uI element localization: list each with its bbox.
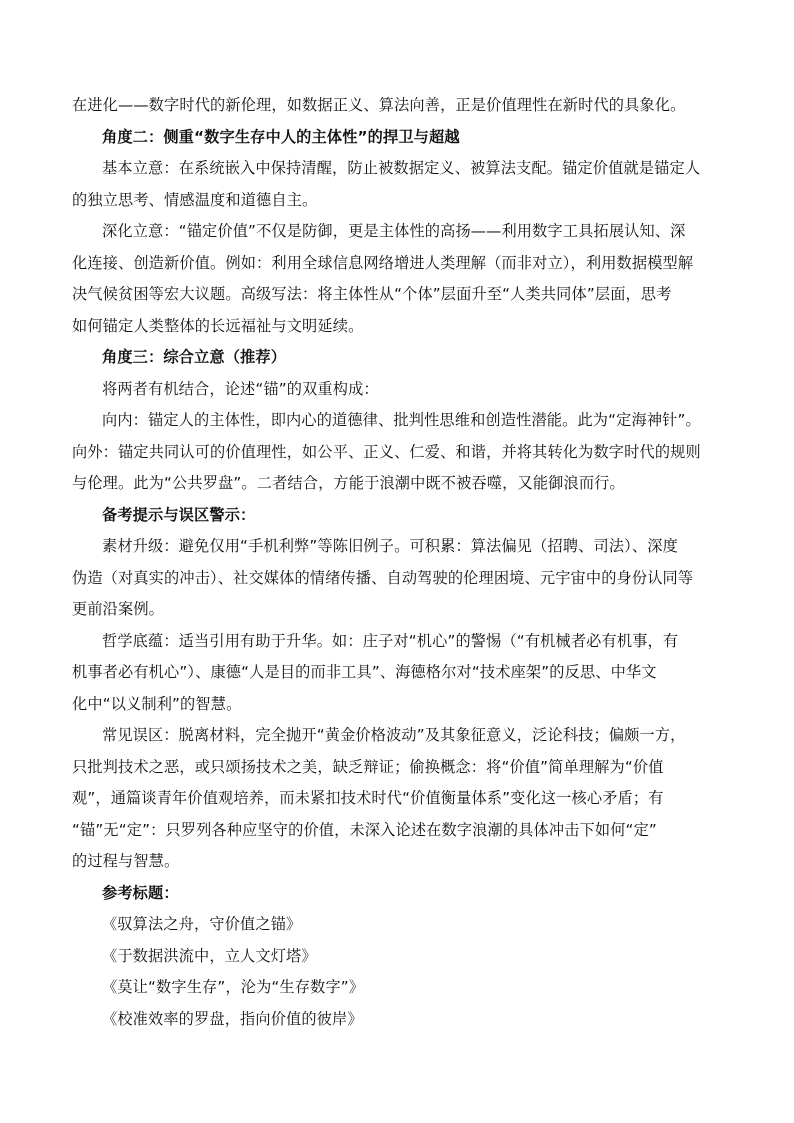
section-heading-angle-three: 角度三：综合立意（推荐） xyxy=(102,348,287,366)
text-line: 如何锚定人类整体的长远福祉与文明延续。 xyxy=(72,316,364,335)
text-line: 向外：锚定共同认可的价值理性，如公平、正义、仁爱、和谐，并将其转化为数字时代的规则 xyxy=(72,442,701,461)
text-line: 观”，通篇谈青年价值观培养，而未紧扣技术时代“价值衡量体系”变化这一核心矛盾；有 xyxy=(72,789,664,807)
text-line: 在进化——数字时代的新伦理，如数据正义、算法向善，正是价值理性在新时代的具象化。 xyxy=(72,96,686,114)
section-heading-exam-tips: 备考提示与误区警示： xyxy=(102,505,256,524)
section-heading-reference-titles: 参考标题： xyxy=(102,883,179,902)
text-line: 只批判技术之恶，或只颂扬技术之美，缺乏辩证；偷换概念：将“价值”简单理解为“价值 xyxy=(72,757,664,776)
text-line: 机事者必有机心”）、康德“人是目的而非工具”、海德格尔对“技术座架”的反思、中华文 xyxy=(72,663,657,681)
text-line: 将两者有机结合，论述“锚”的双重构成： xyxy=(102,379,379,398)
text-line: 化中“以义制利”的智慧。 xyxy=(72,694,242,713)
text-line: 素材升级：避免仅用“手机利弊”等陈旧例子。可积累：算法偏见（招聘、司法）、深度 xyxy=(102,537,678,555)
section-heading-angle-two: 角度二：侧重“数字生存中人的主体性”的捍卫与超越 xyxy=(102,127,460,146)
text-line: 深化立意：“锚定价值”不仅是防御，更是主体性的高扬——利用数字工具拓展认知、深 xyxy=(102,222,686,240)
text-line: “锚”无“定”：只罗列各种应坚守的价值，未深入论述在数字浪潮的具体冲击下如何“定” xyxy=(72,820,657,839)
text-line: 哲学底蕴：适当引用有助于升华。如：庄子对“机心”的警惕（“有机械者必有机事，有 xyxy=(102,631,679,650)
text-line: 常见误区：脱离材料，完全抛开“黄金价格波动”及其象征意义，泛论科技；偏颇一方， xyxy=(102,726,686,744)
text-line: 伪造（对真实的冲击）、社交媒体的情绪传播、自动驾驶的伦理困境、元宇宙中的身份认同等 xyxy=(72,568,694,587)
text-line: 基本立意：在系统嵌入中保持清醒，防止被数据定义、被算法支配。锚定价值就是锚定人 xyxy=(102,159,701,177)
text-line: 向内：锚定人的主体性，即内心的道德律、批判性思维和创造性潜能。此为“定海神针”。 xyxy=(102,411,701,429)
text-line: 更前沿案例。 xyxy=(72,600,165,618)
reference-title-item: 《校准效率的罗盘，指向价值的彼岸》 xyxy=(102,1009,363,1028)
text-line: 的独立思考、情感温度和道德自主。 xyxy=(72,190,318,209)
text-line: 决气候贫困等宏大议题。高级写法：将主体性从“个体”层面升至“人类共同体”层面，思考 xyxy=(72,285,672,303)
text-line: 与伦理。此为“公共罗盘”。二者结合，方能于浪潮中既不被吞噬，又能御浪而行。 xyxy=(72,474,625,492)
reference-title-item: 《于数据洪流中，立人文灯塔》 xyxy=(102,946,317,965)
text-line: 的过程与智慧。 xyxy=(72,852,180,870)
text-line: 化连接、创造新价值。例如：利用全球信息网络增进人类理解（而非对立），利用数据模型解 xyxy=(72,253,694,272)
reference-title-item: 《莫让“数字生存”，沦为“生存数字”》 xyxy=(102,978,365,996)
reference-title-item: 《驭算法之舟，守价值之锚》 xyxy=(102,915,302,933)
document-body xyxy=(72,90,722,1035)
